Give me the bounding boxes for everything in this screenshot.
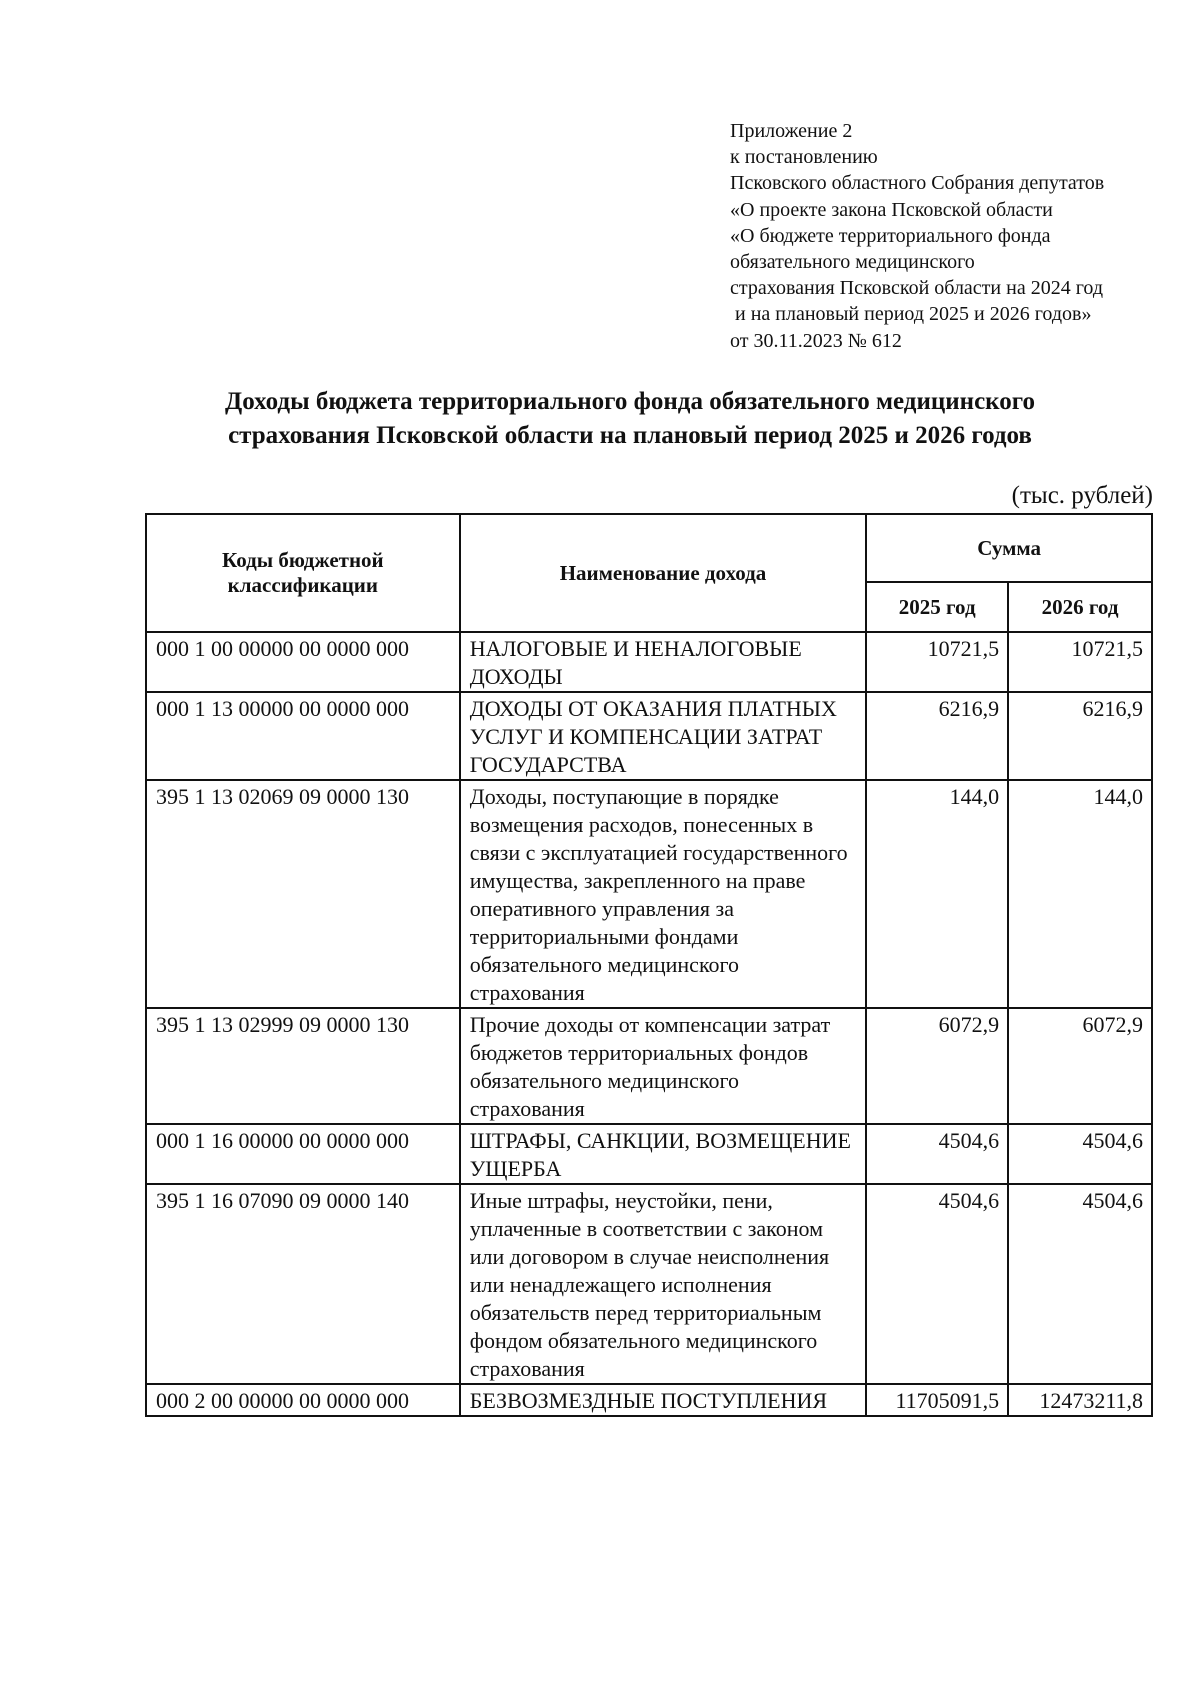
row-value-2025: 11705091,5: [866, 1384, 1008, 1416]
row-code: 000 2 00 00000 00 0000 000: [146, 1384, 460, 1416]
row-code: 000 1 16 00000 00 0000 000: [146, 1124, 460, 1184]
row-value-2026: 4504,6: [1008, 1124, 1152, 1184]
table-row: [146, 632, 1152, 692]
row-value-2026: 6216,9: [1008, 692, 1152, 780]
document-title: [130, 385, 1130, 453]
row-code: 395 1 16 07090 09 0000 140: [146, 1184, 460, 1384]
appendix-line: обязательного медицинского: [730, 251, 975, 274]
row-value-2025: 144,0: [866, 780, 1008, 1008]
header-year-2026: 2026 год: [1008, 582, 1152, 632]
row-code: 395 1 13 02069 09 0000 130: [146, 780, 460, 1008]
row-value-2025: 6072,9: [866, 1008, 1008, 1124]
header-sum: Сумма: [866, 514, 1152, 582]
table-row: [146, 1124, 1152, 1184]
appendix-reference: [730, 118, 1170, 354]
row-value-2026: 10721,5: [1008, 632, 1152, 692]
table-row: [146, 1008, 1152, 1124]
row-name: Доходы, поступающие в порядке возмещения расходов, понесенных в связи с эксплуатацией государственного имущества, закрепленного на праве оперативного управления за территориальными фондами обязательного медицинского страхования: [460, 780, 867, 1008]
appendix-line: страхования Псковской области на 2024 год: [730, 277, 1104, 300]
table-row: [146, 780, 1152, 1008]
row-name: Иные штрафы, неустойки, пени, уплаченные в соответствии с законом или договором в случае неисполнения или ненадлежащего исполнения обязательств перед территориальным фондом обязательного медицинского страхования: [460, 1184, 867, 1384]
row-value-2025: 4504,6: [866, 1184, 1008, 1384]
row-code: 395 1 13 02999 09 0000 130: [146, 1008, 460, 1124]
table-row: [146, 1184, 1152, 1384]
appendix-line: «О проекте закона Псковской области: [730, 198, 1053, 221]
row-code: 000 1 00 00000 00 0000 000: [146, 632, 460, 692]
header-year-2025: 2025 год: [866, 582, 1008, 632]
appendix-line: Приложение 2: [730, 120, 853, 142]
table-row: [146, 1384, 1152, 1416]
row-name: БЕЗВОЗМЕЗДНЫЕ ПОСТУПЛЕНИЯ: [460, 1384, 867, 1416]
table-header-row: [146, 514, 1152, 582]
row-value-2026: 6072,9: [1008, 1008, 1152, 1124]
row-name: ШТРАФЫ, САНКЦИИ, ВОЗМЕЩЕНИЕ УЩЕРБА: [460, 1124, 867, 1184]
row-value-2025: 4504,6: [866, 1124, 1008, 1184]
row-name: НАЛОГОВЫЕ И НЕНАЛОГОВЫЕ ДОХОДЫ: [460, 632, 867, 692]
row-value-2026: 144,0: [1008, 780, 1152, 1008]
appendix-line: и на плановый период 2025 и 2026 годов»: [730, 303, 1092, 326]
row-value-2026: 4504,6: [1008, 1184, 1152, 1384]
row-value-2026: 12473211,8: [1008, 1384, 1152, 1416]
document-title-line-1: Доходы бюджета территориального фонда обязательного медицинского: [225, 388, 1035, 415]
row-code: 000 1 13 00000 00 0000 000: [146, 692, 460, 780]
document-title-line-2: страхования Псковской области на плановый период 2025 и 2026 годов: [228, 422, 1032, 449]
table-row: [146, 692, 1152, 780]
header-name: Наименование дохода: [460, 514, 867, 632]
appendix-line: от 30.11.2023 № 612: [730, 329, 902, 352]
appendix-line: «О бюджете территориального фонда: [730, 224, 1051, 247]
row-name: ДОХОДЫ ОТ ОКАЗАНИЯ ПЛАТНЫХ УСЛУГ И КОМПЕНСАЦИИ ЗАТРАТ ГОСУДАРСТВА: [460, 692, 867, 780]
income-table: [145, 513, 1153, 1417]
appendix-line: Псковского областного Собрания депутатов: [730, 172, 1105, 195]
row-name: Прочие доходы от компенсации затрат бюджетов территориальных фондов обязательного медицинского страхования: [460, 1008, 867, 1124]
appendix-line: к постановлению: [730, 146, 878, 169]
row-value-2025: 6216,9: [866, 692, 1008, 780]
header-codes: Коды бюджетной классификации: [146, 514, 460, 632]
row-value-2025: 10721,5: [866, 632, 1008, 692]
units-label: (тыс. рублей): [1011, 482, 1153, 509]
